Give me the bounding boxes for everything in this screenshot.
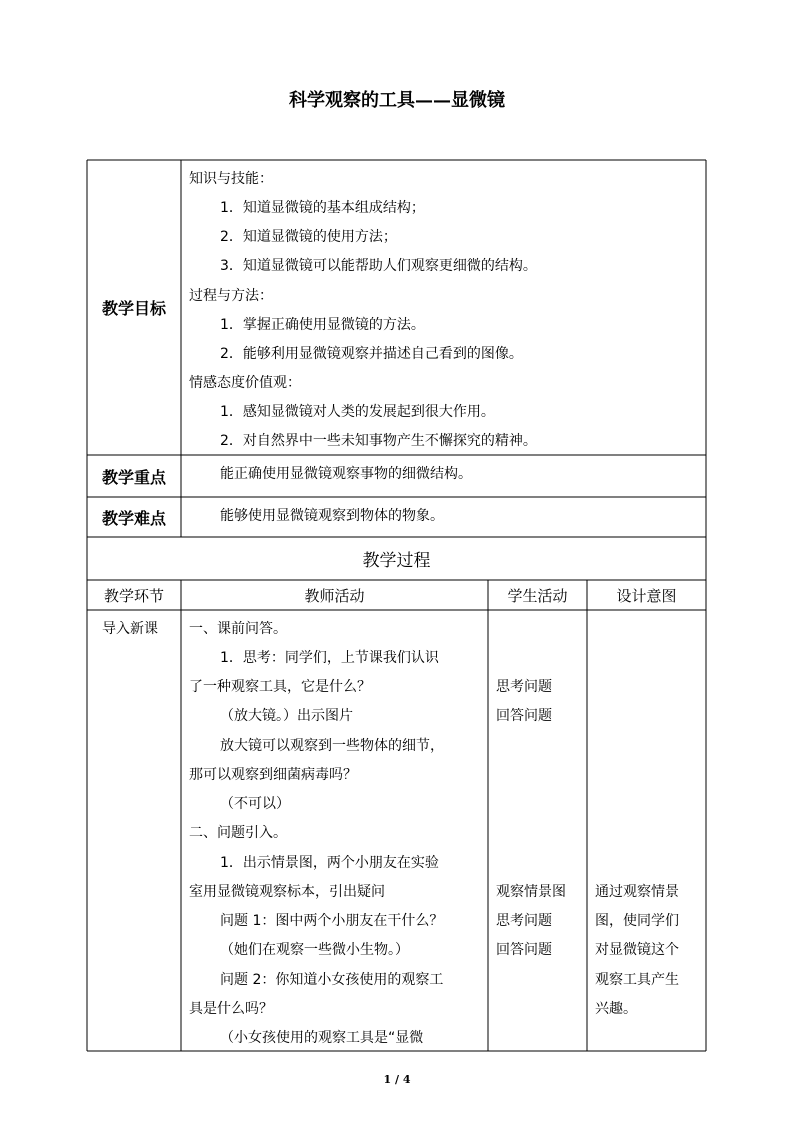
teacher-line: 放大镜可以观察到一些物体的细节，	[220, 738, 444, 754]
objective-line: 3．知道显微镜可以能帮助人们观察更细微的结构。	[220, 258, 537, 274]
teacher-line: 二、问题引入。	[189, 825, 287, 841]
key-point-text: 能正确使用显微镜观察事物的细微结构。	[220, 466, 472, 482]
teacher-line: 问题 1：图中两个小朋友在干什么？	[220, 913, 444, 929]
page-title: 科学观察的工具——显微镜	[289, 90, 505, 111]
teacher-line: 1．思考：同学们，上节课我们认识	[220, 650, 439, 666]
teacher-line: 一、课前问答。	[189, 621, 287, 637]
teacher-line: 室用显微镜观察标本，引出疑问	[189, 884, 385, 900]
teacher-line: （小女孩使用的观察工具是“显微	[220, 1030, 424, 1046]
teacher-line: 1．出示情景图，两个小朋友在实验	[220, 855, 439, 871]
objectives-label: 教学目标	[101, 299, 166, 318]
objective-line: 情感态度价值观：	[189, 375, 301, 391]
objective-line: 2．对自然界中一些未知事物产生不懈探究的精神。	[220, 433, 537, 449]
teacher-line: 具是什么吗？	[189, 1001, 273, 1017]
col-header-intent: 设计意图	[616, 586, 677, 605]
student-line: 思考问题	[496, 679, 552, 695]
teacher-line: （不可以）	[220, 796, 290, 812]
objective-line: 过程与方法：	[189, 288, 273, 304]
intent-line: 兴趣。	[595, 1001, 637, 1017]
objective-line: 1．掌握正确使用显微镜的方法。	[220, 317, 425, 333]
student-line: 回答问题	[496, 708, 552, 724]
student-line: 思考问题	[496, 913, 552, 929]
col-header-teacher: 教师活动	[304, 586, 365, 605]
teacher-line: 那可以观察到细菌病毒吗？	[189, 767, 357, 783]
page-number: 1 / 4	[383, 1073, 411, 1086]
key-point-label: 教学重点	[101, 467, 166, 487]
col-header-student: 学生活动	[507, 586, 568, 605]
objective-line: 2．能够利用显微镜观察并描述自己看到的图像。	[220, 346, 523, 362]
teacher-line: 了一种观察工具，它是什么？	[189, 679, 371, 695]
objective-line: 1．感知显微镜对人类的发展起到很大作用。	[220, 404, 495, 420]
intent-line: 通过观察情景	[595, 884, 679, 900]
teacher-line: （放大镜。）出示图片	[220, 708, 353, 724]
col-header-stage: 教学环节	[103, 586, 164, 605]
intent-line: 观察工具产生	[595, 972, 679, 988]
objective-line: 1．知道显微镜的基本组成结构；	[220, 200, 425, 216]
intent-line: 对显微镜这个	[595, 942, 679, 958]
difficulty-text: 能够使用显微镜观察到物体的物象。	[220, 508, 444, 524]
student-line: 观察情景图	[496, 884, 566, 900]
teacher-line: （她们在观察一些微小生物。）	[220, 942, 409, 958]
teacher-line: 问题 2：你知道小女孩使用的观察工	[220, 972, 444, 988]
intent-line: 图，使同学们	[595, 913, 679, 929]
objective-line: 2．知道显微镜的使用方法；	[220, 229, 397, 245]
stage-cell: 导入新课	[102, 621, 158, 637]
objective-line: 知识与技能：	[189, 171, 273, 187]
student-line: 回答问题	[496, 942, 552, 958]
difficulty-label: 教学难点	[101, 508, 166, 528]
process-title: 教学过程	[362, 551, 431, 571]
